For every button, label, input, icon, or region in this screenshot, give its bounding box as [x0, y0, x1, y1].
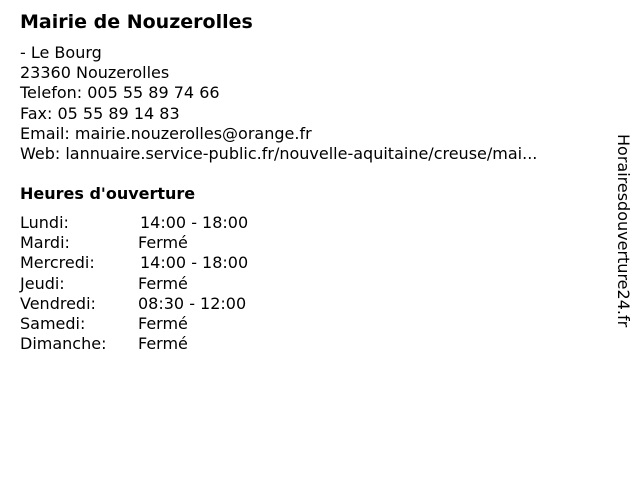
day-time: 14:00 - 18:00	[140, 253, 249, 273]
day-label: Vendredi:	[20, 293, 96, 313]
day-label: Lundi:	[20, 213, 69, 232]
day-label: Mardi:	[20, 233, 70, 253]
page-title: Mairie de Nouzerolles	[20, 11, 253, 33]
day-label: Jeudi:	[20, 273, 65, 293]
street-line: - Le Bourg	[20, 43, 102, 62]
day-label: Dimanche:	[20, 334, 107, 354]
day-label: Mercredi:	[20, 253, 95, 273]
fax-line: Fax: 05 55 89 14 83	[20, 103, 180, 123]
day-time: Fermé	[138, 233, 188, 253]
web-line: Web: lannuaire.service-public.fr/nouvelle-aquitaine/creuse/mai...	[20, 143, 538, 163]
phone-line: Telefon: 005 55 89 74 66	[20, 83, 220, 103]
address-block	[20, 43, 537, 164]
day-time: Fermé	[138, 273, 188, 293]
city-line: 23360 Nouzerolles	[20, 63, 170, 83]
email-line: Email: mairie.nouzerolles@orange.fr	[20, 123, 312, 143]
day-time: 14:00 - 18:00	[140, 213, 249, 232]
day-label: Samedi:	[20, 313, 86, 333]
site-brand-text: Horairesdouverture24.fr	[614, 134, 633, 328]
day-time: 08:30 - 12:00	[138, 293, 247, 313]
day-time: Fermé	[138, 313, 188, 333]
day-time: Fermé	[138, 334, 188, 354]
hours-heading: Heures d'ouverture	[20, 184, 196, 203]
site-brand-vertical	[612, 134, 636, 348]
